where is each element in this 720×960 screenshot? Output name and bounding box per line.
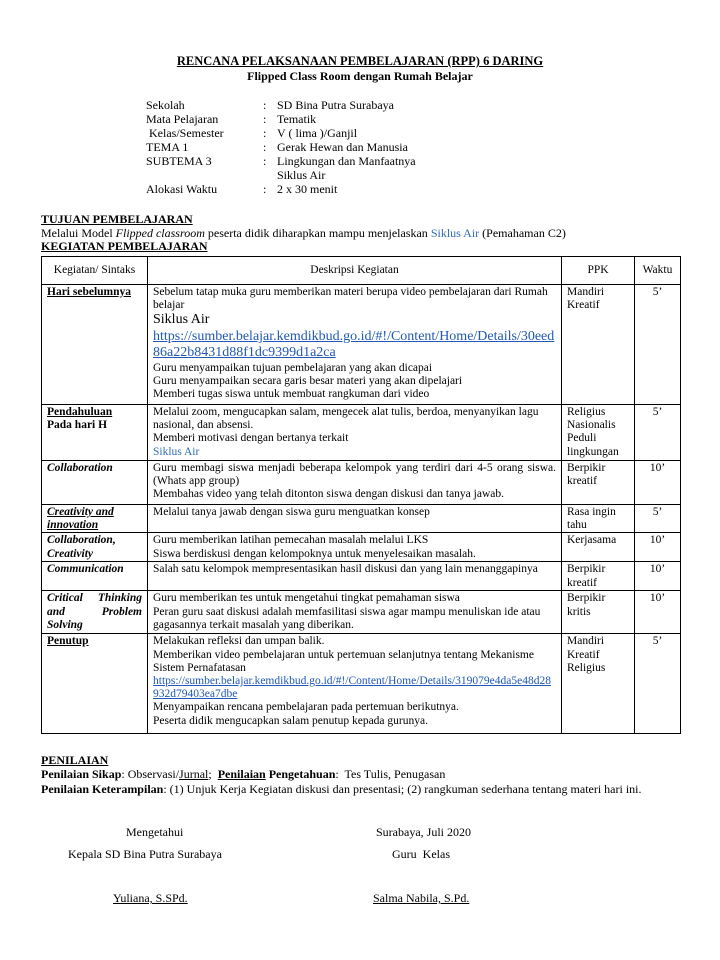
ppk-cell: Religius Nasionalis Peduli lingkungan xyxy=(562,405,635,461)
time-cell: 5’ xyxy=(635,285,681,405)
stage-label: Creativity and innovation xyxy=(42,505,148,533)
table-row xyxy=(42,533,681,562)
sign-left-role: Kepala SD Bina Putra Surabaya xyxy=(68,847,222,861)
header-stage: Kegiatan/ Sintaks xyxy=(42,257,148,285)
table-row xyxy=(42,634,681,734)
info-label: Mata Pelajaran xyxy=(146,112,219,126)
ppk-cell: Rasa ingin tahu xyxy=(562,505,635,533)
time-cell: 5’ xyxy=(635,405,681,461)
identity-block: Sekolah : SD Bina Putra Surabaya Mata Pelajaran : Tematik Kelas/Semester : V ( lima )/Ganjil TEMA 1 : Gerak Hewan dan Manusia SUBTEMA 3 : Lingkungan dan Manfaatnya Siklus Air Alokasi Waktu : 2 x 30 menit xyxy=(146,98,416,196)
info-label: TEMA 1 xyxy=(146,140,189,154)
stage-label: Collaboration, Creativity xyxy=(42,533,148,562)
stage-label: Penutup xyxy=(42,634,148,734)
ppk-cell: Mandiri Kreatif xyxy=(562,285,635,405)
info-value: Siklus Air xyxy=(277,168,326,182)
info-label: SUBTEMA 3 xyxy=(146,154,212,168)
sign-left-top: Mengetahui xyxy=(126,825,184,839)
document-subtitle: Flipped Class Room dengan Rumah Belajar xyxy=(247,69,473,83)
info-label: Alokasi Waktu xyxy=(146,182,218,196)
time-cell: 10’ xyxy=(635,461,681,505)
time-cell: 5’ xyxy=(635,634,681,734)
desc-cell: Melalui tanya jawab dengan siswa guru menguatkan konsep xyxy=(148,505,562,533)
sign-right-top: Surabaya, Juli 2020 xyxy=(376,825,471,839)
time-cell: 5’ xyxy=(635,505,681,533)
info-value: Gerak Hewan dan Manusia xyxy=(277,140,408,154)
info-value: Tematik xyxy=(277,112,317,126)
info-value: V ( lima )/Ganjil xyxy=(277,126,358,140)
video-link[interactable]: https://sumber.belajar.kemdikbud.go.id/#!/Content/Home/Details/30eed86a22b8431d88f1dc9399d1a2ca xyxy=(153,328,555,361)
desc-cell: Salah satu kelompok mempresentasikan hasil diskusi dan yang lain menanggapinya xyxy=(148,562,562,591)
desc-cell: Sebelum tatap muka guru memberikan materi berupa video pembelajaran dari Rumah belajar Siklus Air https://sumber.belajar.kemdikbud.go.id/#!/Content/Home/Details/30eed86a22b8431d88f1dc9399d1a2ca Guru menyampaikan tujuan pembelajaran yang akan dicapai Guru menyampaikan secara garis besar materi yang akan dipelajari Memberi tugas siswa untuk membuat rangkuman dari video xyxy=(148,285,562,405)
penilaian-keterampilan: Penilaian Keterampilan: (1) Unjuk Kerja Kegiatan diskusi dan presentasi; (2) rangkuman sederhana tentang materi hari ini. xyxy=(41,782,642,796)
time-cell: 10’ xyxy=(635,562,681,591)
desc-cell: Melakukan refleksi dan umpan balik. Memberikan video pembelajaran untuk pertemuan selanjutnya tentang Mekanisme Sistem Pernafatasan https://sumber.belajar.kemdikbud.go.id/#!/Content/Home/Details/319079e4da5e48d28932d79403ea7dbe Menyampaikan rencana pembelajaran pada pertemuan berikutnya. Peserta didik mengucapkan salam penutup kepada gurunya. xyxy=(148,634,562,734)
header-time: Waktu xyxy=(635,257,681,285)
info-label: Sekolah xyxy=(146,98,185,112)
header-desc: Deskripsi Kegiatan xyxy=(148,257,562,285)
stage-label: Pendahuluan Pada hari H xyxy=(42,405,148,461)
kegiatan-heading: KEGIATAN PEMBELAJARAN xyxy=(41,239,208,253)
stage-label: Critical Thinking and Problem Solving xyxy=(42,591,148,634)
stage-label: Collaboration xyxy=(42,461,148,505)
sign-right-name: Salma Nabila, S.Pd. xyxy=(373,891,470,905)
time-cell: 10’ xyxy=(635,533,681,562)
table-row xyxy=(42,505,681,533)
desc-cell: Guru memberikan latihan pemecahan masalah melalui LKS Siswa berdiskusi dengan kelompoknya untuk menyelesaikan masalah. xyxy=(148,533,562,562)
sign-right-role: Guru Kelas xyxy=(392,847,450,861)
stage-label: Hari sebelumnya xyxy=(42,285,148,405)
ppk-cell: Kerjasama xyxy=(562,533,635,562)
info-value: 2 x 30 menit xyxy=(277,182,338,196)
table-row xyxy=(42,285,681,405)
time-cell: 10’ xyxy=(635,591,681,634)
document-title: RENCANA PELAKSANAAN PEMBELAJARAN (RPP) 6 DARING xyxy=(176,54,544,68)
table-row xyxy=(42,461,681,505)
table-row xyxy=(42,405,681,461)
info-label: Kelas/Semester xyxy=(146,126,224,140)
desc-cell: Melalui zoom, mengucapkan salam, mengecek alat tulis, berdoa, menyanyikan lagu nasional, dan absensi. Memberi motivasi dengan bertanya terkait Siklus Air xyxy=(148,405,562,461)
table-row xyxy=(42,591,681,634)
desc-cell: Guru membagi siswa menjadi beberapa kelompok yang terdiri dari 4-5 orang siswa. (Whats app group) Membahas video yang telah ditonton siswa dengan diskusi dan tanya jawab. xyxy=(148,461,562,505)
penilaian-sikap: Penilaian Sikap: Observasi/Jurnal; Penilaian Pengetahuan: Tes Tulis, Penugasan xyxy=(41,767,446,781)
video-link[interactable]: https://sumber.belajar.kemdikbud.go.id/#!/Content/Home/Details/319079e4da5e48d28932d79403ea7dbe xyxy=(153,675,551,701)
header-ppk: PPK xyxy=(562,257,635,285)
tujuan-heading: TUJUAN PEMBELAJARAN xyxy=(41,212,193,226)
ppk-cell: Berpikir kreatif xyxy=(562,461,635,505)
table-row xyxy=(42,562,681,591)
desc-cell: Guru memberikan tes untuk mengetahui tingkat pemahaman siswa Peran guru saat diskusi adalah memfasilitasi siswa agar mampu menuliskan ide atau gagasannya terkait masalah yang diberikan. xyxy=(148,591,562,634)
ppk-cell: Berpikir kritis xyxy=(562,591,635,634)
info-value: Lingkungan dan Manfaatnya xyxy=(277,154,416,168)
tujuan-text: Melalui Model Flipped classroom peserta didik diharapkan mampu menjelaskan Siklus Air (Pemahaman C2) xyxy=(41,226,566,240)
activity-table xyxy=(41,256,681,734)
penilaian-heading: PENILAIAN xyxy=(41,753,109,767)
sign-left-name: Yuliana, S.SPd. xyxy=(113,891,188,905)
info-value: SD Bina Putra Surabaya xyxy=(277,98,394,112)
stage-label: Communication xyxy=(42,562,148,591)
ppk-cell: Berpikir kreatif xyxy=(562,562,635,591)
ppk-cell: Mandiri Kreatif Religius xyxy=(562,634,635,734)
